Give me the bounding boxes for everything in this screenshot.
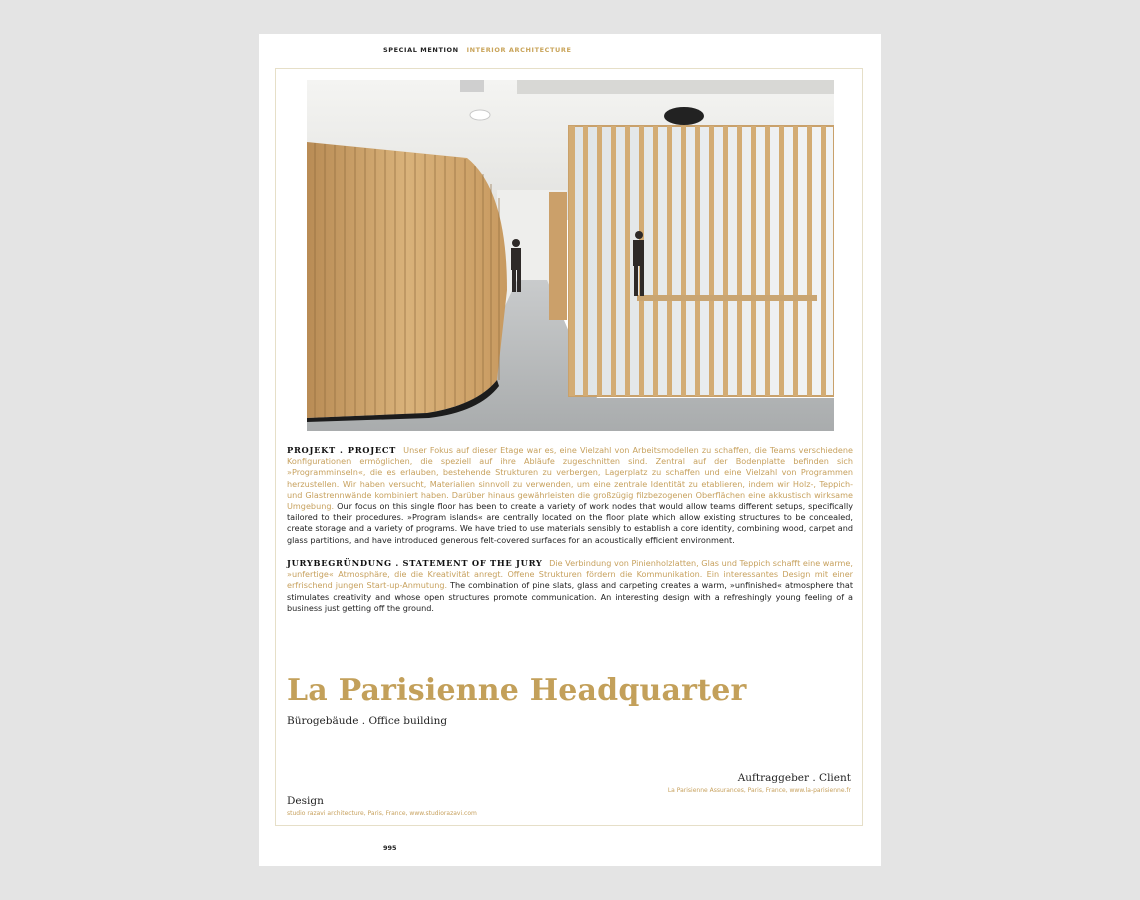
page-number: 995 [383,844,397,852]
design-value: studio razavi architecture, Paris, France, www.studiorazavi.com [287,810,477,817]
client-info [668,772,851,794]
project-text-german: Unser Fokus auf dieser Etage war es, eine Vielzahl von Arbeitsmodellen zu schaffen, die Teams verschiedene Konfigurationen ermöglichen, die speziell auf ihre Abläufe zugeschnitten sind. Zentral auf der Bodenplatte befinden sich »Programminseln«, die es erlauben, bestehende Strukturen zu verbergen, Lagerplatz zu schaffen und eine Vielzahl von Programmen herzustellen. Wir haben versucht, Materialien sinnvoll zu verwenden, um eine zentrale Identität zu etablieren, indem wir Holz-, Teppich- und Glastrennwände kombiniert haben. Darüber hinaus gewährleisten die großzügig filzbezogenen Oberflächen eine akkustisch wirksame Umgebung. [287,445,854,512]
jury-section [287,558,853,614]
client-label: Auftraggeber . Client [737,772,851,784]
content-frame [275,68,863,826]
jury-text-german: Die Verbindung von Pinienholzlatten, Glas und Teppich schafft eine warme, »unfertige« Atmosphäre, die die Kreativität anregt. Offene Strukturen fördern die Kommunikation. Ein interessantes Design mit einer erfrischend jungen Start-up-Anmutung. [287,558,853,591]
category-label: INTERIOR ARCHITECTURE [466,46,572,54]
design-label: Design [287,795,324,807]
document-page [259,34,881,866]
jury-text-english: The combination of pine slats, glass and carpeting creates a warm, »unfinished« atmosphere that stimulates creativity and whose open structures promote communication. An interesting design with a refreshingly young feeling of a business just getting off the ground. [287,580,853,613]
project-text-english: Our focus on this single floor has been to create a variety of work nodes that would allow teams different setups, specifically tailored to their procedures. »Program islands« are centrally located on the floor plate which allow existing structures to be concealed, create storage and a variety of programs. We have tried to use materials sensibly to establish a core identity, combining wood, carpet and glass partitions, and have introduced generous felt-covered surfaces for an acoustically efficient environment. [287,501,853,545]
project-section [287,445,853,546]
project-heading: PROJEKT . PROJECT [287,445,397,455]
project-subtitle: Bürogebäude . Office building [287,715,448,727]
project-title: La Parisienne Headquarter [287,673,747,708]
running-head [383,46,572,54]
design-info [287,795,477,817]
section-label: SPECIAL MENTION [383,46,459,54]
client-value: La Parisienne Assurances, Paris, France, www.la-parisienne.fr [667,787,851,794]
office-corridor-photo [307,80,834,431]
jury-heading: JURYBEGRÜNDUNG . STATEMENT OF THE JURY [287,558,543,568]
